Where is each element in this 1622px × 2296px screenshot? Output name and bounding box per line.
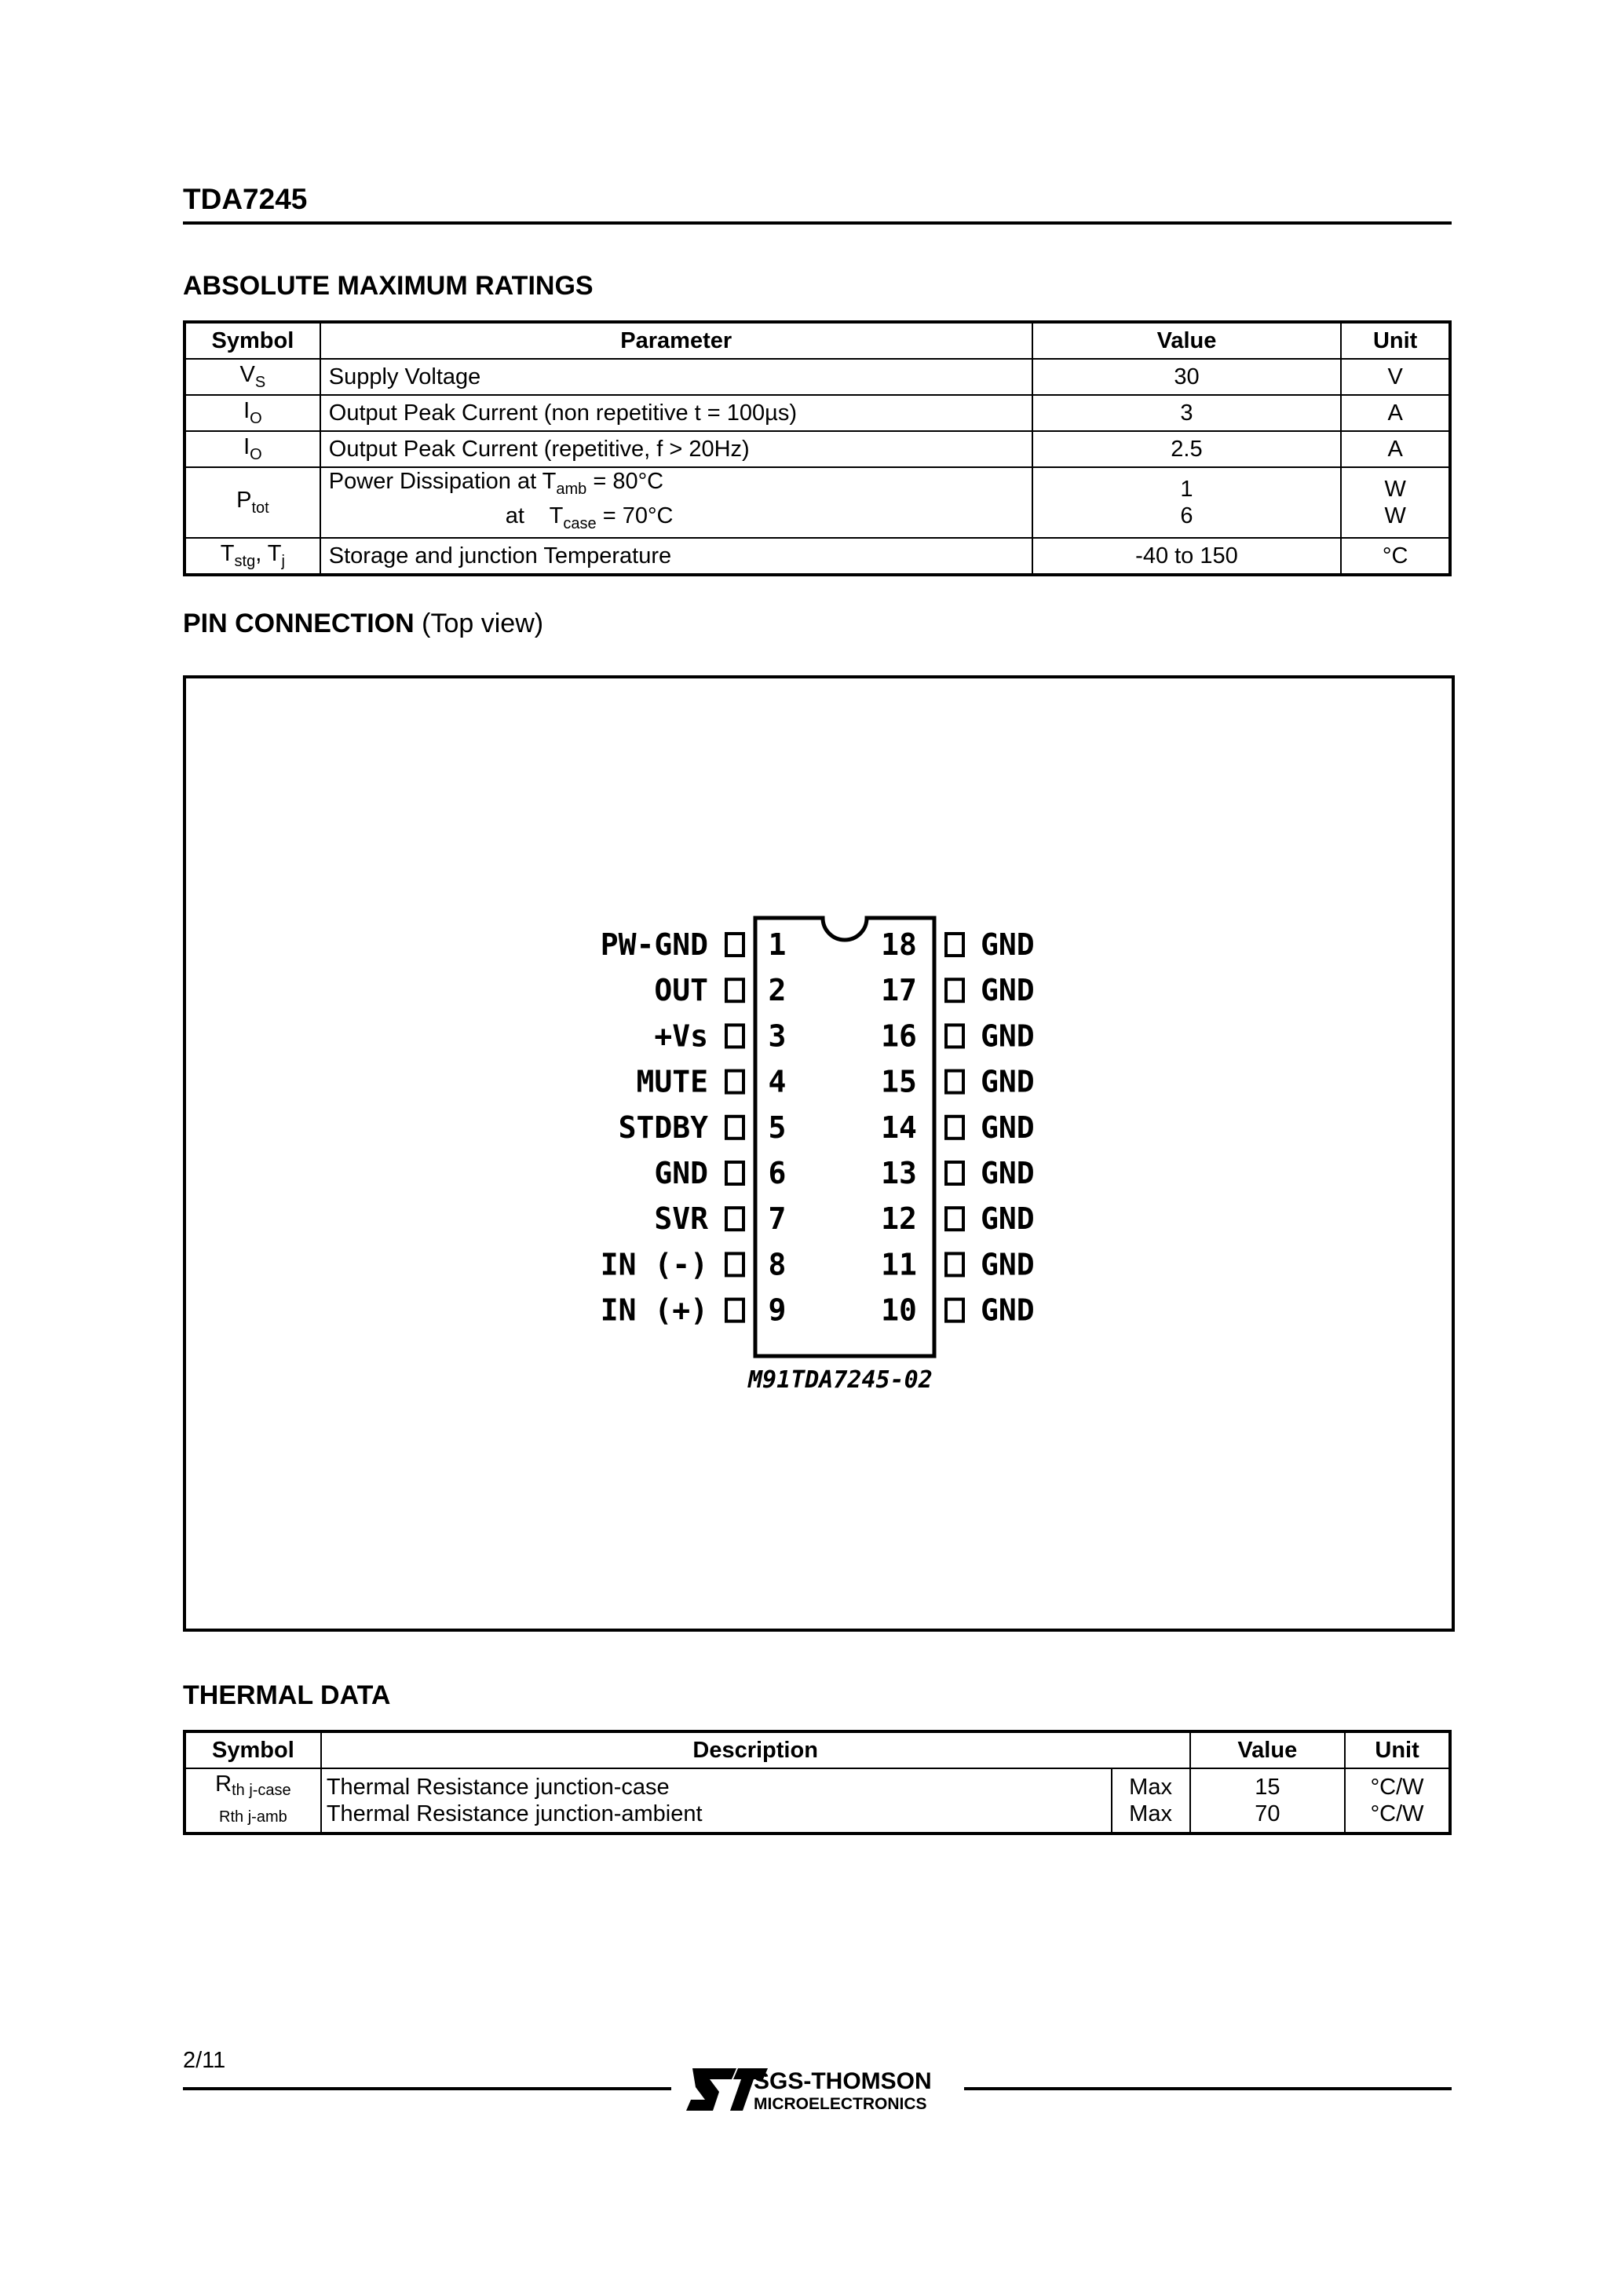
parameter-cell: Storage and junction Temperature — [320, 538, 1032, 575]
pin-name-label: GND — [981, 927, 1035, 962]
pin-pad — [726, 979, 743, 1001]
pin-name-label: GND — [981, 1156, 1035, 1190]
pin-pad — [726, 1025, 743, 1047]
parameter-line-1: Power Dissipation at $T_{amb} = 80^\circ C$ — [328, 469, 664, 498]
left-pin — [636, 1065, 786, 1099]
symbol-cell: $I_O$ — [184, 395, 320, 431]
qualifier-line-1: Max — [1129, 1775, 1172, 1800]
right-pin — [881, 1156, 1035, 1190]
pin-number-label: 2 — [768, 973, 787, 1008]
left-pin — [619, 1110, 787, 1145]
pin-number-label: 11 — [881, 1247, 917, 1282]
col-header-unit: Unit — [1341, 322, 1450, 359]
thermal-title: THERMAL DATA — [183, 1680, 391, 1710]
pin-number-label: 6 — [768, 1156, 787, 1190]
symbol-cell — [184, 1768, 321, 1834]
table-row — [184, 395, 1450, 431]
symbol-cell: $I_O$ — [184, 431, 320, 467]
pin-number-label: 14 — [881, 1110, 917, 1145]
left-pin — [601, 927, 787, 962]
description-line-2: Thermal Resistance junction-ambient — [326, 1801, 703, 1826]
value-cell: -40 to 150 — [1032, 538, 1342, 575]
footer-rule-right — [964, 2087, 1452, 2090]
company-name: SGS-THOMSON — [754, 2068, 932, 2094]
unit-cell: A — [1341, 431, 1450, 467]
pin-pad — [726, 1162, 743, 1184]
right-pin-group — [881, 927, 1035, 1328]
pin-number-label: 8 — [768, 1247, 787, 1282]
table-header-row — [184, 322, 1450, 359]
pin-diagram — [186, 678, 1452, 1629]
page-header-title: TDA7245 — [183, 183, 308, 215]
parameter-cell: Supply Voltage — [320, 359, 1032, 395]
footer-rule-left — [183, 2087, 671, 2090]
col-header-symbol: Symbol — [184, 1731, 321, 1768]
pin-name-label: STDBY — [618, 1110, 708, 1145]
pin-pad — [946, 979, 963, 1001]
pin-pad — [946, 1208, 963, 1230]
pin-number-label: 12 — [881, 1201, 917, 1237]
col-header-parameter: Parameter — [320, 322, 1032, 359]
pin-name-label: GND — [981, 973, 1035, 1008]
unit-cell — [1345, 1768, 1450, 1834]
pin-number-label: 1 — [768, 927, 787, 962]
pin-name-label: GND — [981, 1247, 1035, 1282]
qualifier-line-2: Max — [1129, 1801, 1172, 1826]
pin-name-label: SVR — [654, 1201, 708, 1237]
pin-pad — [726, 1117, 743, 1139]
unit-cell — [1341, 467, 1450, 538]
unit-line-1: W — [1384, 477, 1406, 502]
pin-name-label: GND — [654, 1156, 708, 1190]
pin-name-label: OUT — [654, 973, 708, 1008]
company-division: MICROELECTRONICS — [754, 2095, 927, 2113]
thermal-table — [183, 1730, 1452, 1835]
pin-number-label: 17 — [881, 973, 917, 1008]
pin-pad — [946, 1117, 963, 1139]
pin-pad — [726, 1300, 743, 1322]
pin-number-label: 16 — [881, 1018, 917, 1054]
pin-name-label: IN (-) — [600, 1247, 708, 1282]
pin-name-label: MUTE — [636, 1064, 708, 1099]
col-header-symbol: Symbol — [184, 322, 320, 359]
pin-connection-subtitle: (Top view) — [422, 609, 544, 638]
right-pin — [881, 1293, 1035, 1328]
pin-pad — [946, 934, 963, 956]
pin-number-label: 3 — [768, 1018, 787, 1054]
parameter-cell — [320, 467, 1032, 538]
value-cell — [1190, 1768, 1346, 1834]
pin-pad — [726, 1253, 743, 1275]
value-cell: 30 — [1032, 359, 1342, 395]
right-pin — [881, 927, 1035, 962]
value-line-2: 6 — [1180, 503, 1193, 528]
pin-pad — [726, 1208, 743, 1230]
figure-code: M91TDA7245-02 — [748, 1366, 933, 1394]
pin-name-label: GND — [981, 1292, 1035, 1328]
left-pin — [654, 1156, 786, 1190]
abs-max-table — [183, 320, 1452, 576]
right-pin — [881, 1247, 1035, 1281]
pin-name-label: GND — [981, 1201, 1035, 1237]
left-pin — [654, 973, 786, 1007]
unit-line-1: °C/W — [1370, 1775, 1424, 1800]
left-pin — [601, 1247, 787, 1281]
col-header-value: Value — [1032, 322, 1342, 359]
unit-cell: V — [1341, 359, 1450, 395]
table-row — [184, 359, 1450, 395]
pin-name-label: +Vs — [654, 1018, 708, 1054]
value-line-1: 1 — [1180, 477, 1193, 502]
col-header-unit: Unit — [1345, 1731, 1450, 1768]
col-header-description: Description — [321, 1731, 1190, 1768]
pin-name-label: IN (+) — [600, 1292, 708, 1328]
pin-pad — [726, 1071, 743, 1093]
parameter-line-2: at $T_{case} = 70^\circ C$ — [505, 503, 674, 532]
right-pin — [881, 973, 1035, 1007]
pin-name-label: GND — [981, 1110, 1035, 1145]
left-pin — [601, 1293, 787, 1328]
value-cell: 2.5 — [1032, 431, 1342, 467]
pin-pad — [946, 1071, 963, 1093]
pin-number-label: 10 — [881, 1292, 917, 1328]
left-pin — [654, 1201, 786, 1236]
left-pin-group — [601, 927, 787, 1328]
symbol-line-1: Rth j-case — [215, 1771, 291, 1799]
company-logo — [681, 2064, 956, 2119]
table-row — [184, 467, 1450, 538]
pin-name-label: GND — [981, 1064, 1035, 1099]
parameter-cell: Output Peak Current (repetitive, f > 20Hz) — [320, 431, 1032, 467]
pin-diagram-frame — [183, 675, 1455, 1632]
pin-number-label: 15 — [881, 1064, 917, 1099]
pin-pad — [946, 1300, 963, 1322]
pin-name-label: PW-GND — [600, 927, 708, 962]
table-row — [184, 1768, 1450, 1834]
unit-cell: A — [1341, 395, 1450, 431]
col-header-value: Value — [1190, 1731, 1346, 1768]
left-pin — [654, 1018, 786, 1053]
right-pin — [881, 1018, 1035, 1053]
value-line-2: 70 — [1255, 1801, 1280, 1826]
pin-connection-title — [183, 609, 543, 639]
qualifier-cell — [1112, 1768, 1190, 1834]
pin-pad — [726, 934, 743, 956]
pin-pad — [946, 1162, 963, 1184]
value-cell — [1032, 467, 1342, 538]
table-header-row — [184, 1731, 1450, 1768]
pin-number-label: 5 — [768, 1110, 787, 1145]
value-cell: 3 — [1032, 395, 1342, 431]
description-line-1: Thermal Resistance junction-case — [326, 1775, 670, 1800]
value-line-1: 15 — [1255, 1775, 1280, 1800]
unit-line-2: W — [1384, 503, 1406, 528]
symbol-cell: $T_{stg}$, $T_j$ — [184, 538, 320, 575]
pin-pad — [946, 1025, 963, 1047]
pin-number-label: 9 — [768, 1292, 787, 1328]
table-row — [184, 538, 1450, 575]
unit-cell: °C — [1341, 538, 1450, 575]
symbol-cell: $P_{tot}$ — [184, 467, 320, 538]
pin-number-label: 7 — [768, 1201, 787, 1237]
right-pin — [881, 1110, 1035, 1145]
symbol-cell: $V_S$ — [184, 359, 320, 395]
parameter-cell: Output Peak Current (non repetitive t = 100µs) — [320, 395, 1032, 431]
pin-name-label: GND — [981, 1018, 1035, 1054]
table-row — [184, 431, 1450, 467]
unit-line-2: °C/W — [1370, 1801, 1424, 1826]
right-pin — [881, 1201, 1035, 1236]
header-rule — [183, 221, 1452, 225]
symbol-line-2: Rth j-amb — [219, 1808, 287, 1826]
pin-pad — [946, 1253, 963, 1275]
pin-connection-heading: PIN CONNECTION — [183, 609, 415, 638]
page-number: 2/11 — [183, 2048, 226, 2073]
right-pin — [881, 1065, 1035, 1099]
description-cell — [321, 1768, 1112, 1834]
pin-number-label: 13 — [881, 1156, 917, 1190]
pin-number-label: 4 — [768, 1064, 787, 1099]
abs-max-title: ABSOLUTE MAXIMUM RATINGS — [183, 271, 594, 301]
pin-number-label: 18 — [881, 927, 917, 962]
